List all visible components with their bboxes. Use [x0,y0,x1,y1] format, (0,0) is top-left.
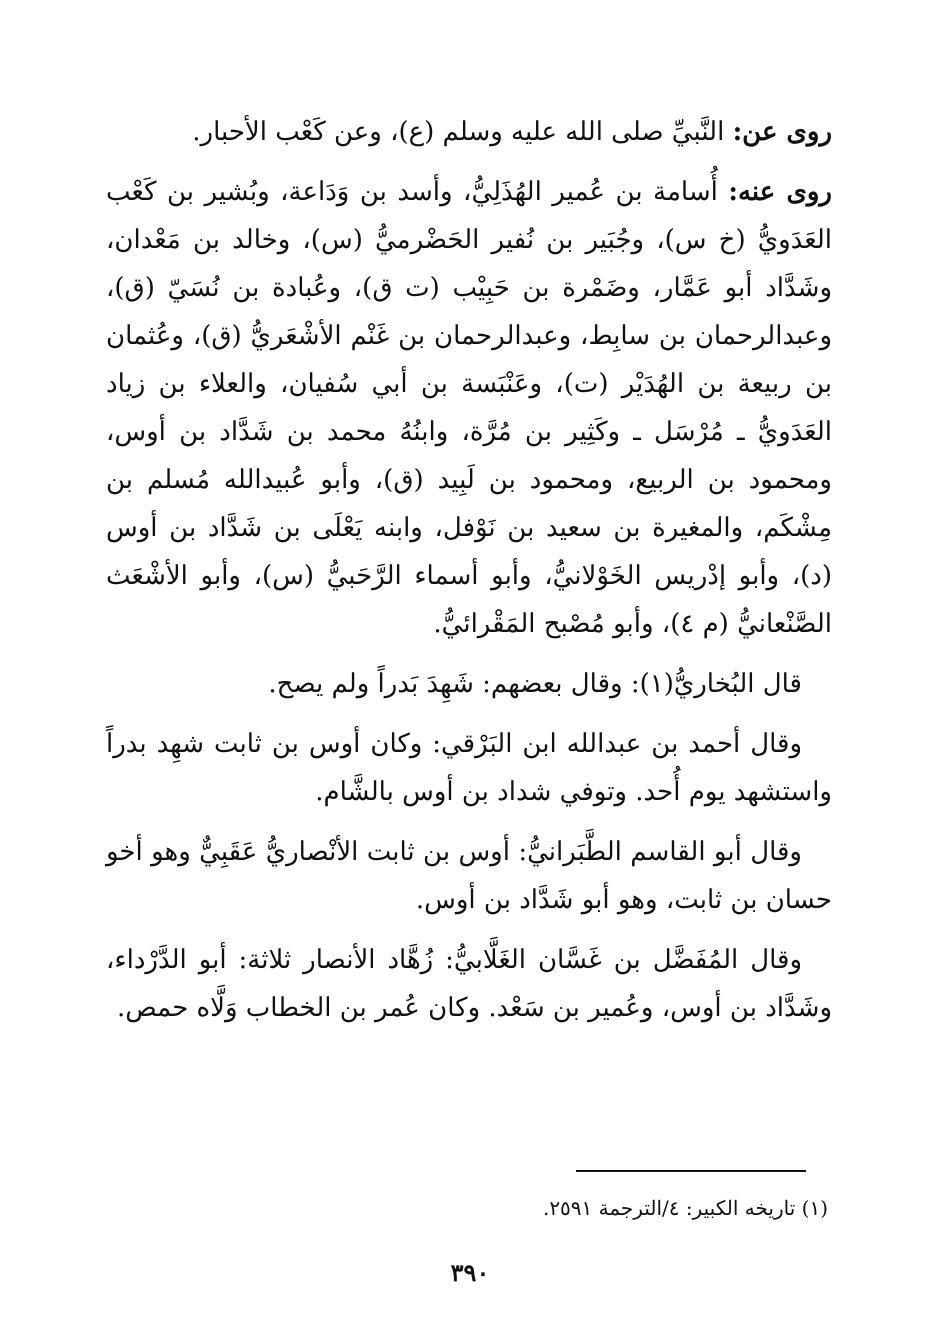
footnote-divider [576,1170,806,1172]
ghallabi-paragraph [106,936,832,1032]
barqi-paragraph [106,720,832,816]
narrated-by-paragraph [106,168,832,648]
paragraph-lead: روى عن: [732,117,832,147]
paragraph-text: وقال أبو القاسم الطَّبَرانيُّ: أوس بن ثابت الأنْصاريُّ عَقَبِيٌّ وهو أخو حسان بن ثابت، وهو أبو شَدَّاد بن أوس. [106,837,832,915]
paragraph-text: وقال المُفَضَّل بن غَسَّان الغَلَّابيُّ: زُهَّاد الأنصار ثلاثة: أبو الدَّرْداء، وشَدَّاد بن أوس، وعُمير بن سَعْد. وكان عُمر بن الخطاب وَلَّاه حمص. [106,945,832,1023]
tabarani-paragraph [106,828,832,924]
paragraph-text: وقال أحمد بن عبدالله ابن البَرْقي: وكان أوس بن ثابت شهِد بدراً واستشهد يوم أُحد. وتوفي شداد بن أوس بالشَّام. [106,729,832,807]
narrated-from-paragraph [106,108,832,156]
paragraph-text: أُسامة بن عُمير الهُذَلِيُّ، وأسد بن وَدَاعة، وبُشير بن كَعْب العَدَويُّ (خ س)، وجُبَير بن نُفير الحَضْرميُّ (س)، وخالد بن مَعْدان، وشَدَّاد أبو عَمَّار، وضَمْرة بن حَبِيْب (ت ق)، وعُبادة بن نُسَيّ (ق)، وعبدالرحمان بن سابِط، وعبدالرحمان بن غَنْم الأشْعَريُّ (ق)، وعُثمان بن ربيعة بن الهُدَيْر (ت)، وعَنْبَسة بن أبي سُفيان، والعلاء بن زياد العَدَويُّ ـ مُرْسَل ـ وكَثِير بن مُرَّة، وابنُهُ محمد بن شَدَّاد بن أوس، ومحمود بن الربيع، ومحمود بن لَبِيد (ق)، وأبو عُبيدالله مُسلم بن مِشْكَم، والمغيرة بن سعيد بن نَوْفل، وابنه يَعْلَى بن شَدَّاد بن أوس (د)، وأبو إدْريس الخَوْلانيُّ، وأبو أسماء الرَّحَبيُّ (س)، وأبو الأشْعَث الصَّنْعانيُّ (م ٤)، وأبو مُصْبح المَقْرائيُّ. [106,177,832,639]
paragraph-lead: روى عنه: [728,177,832,207]
main-text [106,108,832,1044]
paragraph-text: النَّبيِّ صلى الله عليه وسلم (ع)، وعن كَعْب الأحبار. [192,117,733,147]
page-number: ٣٩٠ [450,1258,490,1287]
paragraph-text: قال البُخاريُّ(١): وقال بعضهم: شَهِدَ بَدراً ولم يصح. [268,669,802,699]
bukhari-paragraph [106,660,832,708]
footnote: (١) تاريخه الكبير: ٤/الترجمة ٢٥٩١. [542,1196,828,1220]
